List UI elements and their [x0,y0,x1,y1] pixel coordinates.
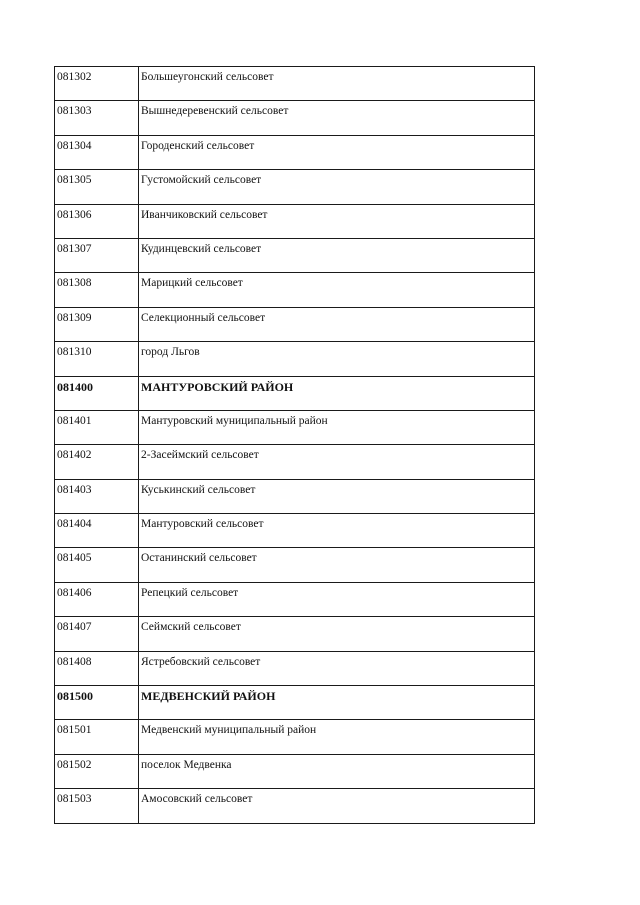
table-row [55,720,535,754]
name-cell: Останинский сельсовет [139,548,535,582]
name-cell: МАНТУРОВСКИЙ РАЙОН [139,376,535,410]
code-cell: 081304 [55,135,139,169]
code-cell: 081402 [55,445,139,479]
district-header-row [55,686,535,720]
table-row [55,479,535,513]
name-cell: Густомойский сельсовет [139,170,535,204]
table-row [55,789,535,823]
code-cell: 081403 [55,479,139,513]
table-row [55,410,535,444]
name-cell: 2-Засеймский сельсовет [139,445,535,479]
name-cell: Куськинский сельсовет [139,479,535,513]
code-cell: 081404 [55,514,139,548]
name-cell: Мантуровский сельсовет [139,514,535,548]
name-cell: Большеугонский сельсовет [139,67,535,101]
code-cell: 081305 [55,170,139,204]
table-row [55,135,535,169]
name-cell: город Льгов [139,342,535,376]
code-cell: 081306 [55,204,139,238]
table-row [55,307,535,341]
code-cell: 081405 [55,548,139,582]
name-cell: Иванчиковский сельсовет [139,204,535,238]
table-row [55,204,535,238]
name-cell: Марицкий сельсовет [139,273,535,307]
code-cell: 081307 [55,238,139,272]
table-row [55,342,535,376]
name-cell: поселок Медвенка [139,754,535,788]
table-row [55,651,535,685]
code-cell: 081400 [55,376,139,410]
district-header-row [55,376,535,410]
table-row [55,617,535,651]
code-cell: 081407 [55,617,139,651]
name-cell: Городенский сельсовет [139,135,535,169]
municipal-codes-table [54,66,535,824]
code-cell: 081310 [55,342,139,376]
name-cell: Селекционный сельсовет [139,307,535,341]
table-row [55,754,535,788]
code-cell: 081502 [55,754,139,788]
code-cell: 081500 [55,686,139,720]
code-cell: 081501 [55,720,139,754]
code-cell: 081308 [55,273,139,307]
table-row [55,548,535,582]
code-cell: 081408 [55,651,139,685]
table-row [55,445,535,479]
name-cell: Кудинцевский сельсовет [139,238,535,272]
name-cell: Амосовский сельсовет [139,789,535,823]
name-cell: Сеймский сельсовет [139,617,535,651]
table-row [55,67,535,101]
code-cell: 081309 [55,307,139,341]
table-row [55,273,535,307]
name-cell: Репецкий сельсовет [139,582,535,616]
table-row [55,170,535,204]
code-cell: 081503 [55,789,139,823]
name-cell: Медвенский муниципальный район [139,720,535,754]
name-cell: Ястребовский сельсовет [139,651,535,685]
code-cell: 081303 [55,101,139,135]
table-body [55,67,535,824]
code-cell: 081401 [55,410,139,444]
code-cell: 081406 [55,582,139,616]
code-cell: 081302 [55,67,139,101]
name-cell: МЕДВЕНСКИЙ РАЙОН [139,686,535,720]
table-row [55,101,535,135]
table-row [55,514,535,548]
table-row [55,238,535,272]
name-cell: Мантуровский муниципальный район [139,410,535,444]
table-row [55,582,535,616]
name-cell: Вышнедеревенский сельсовет [139,101,535,135]
